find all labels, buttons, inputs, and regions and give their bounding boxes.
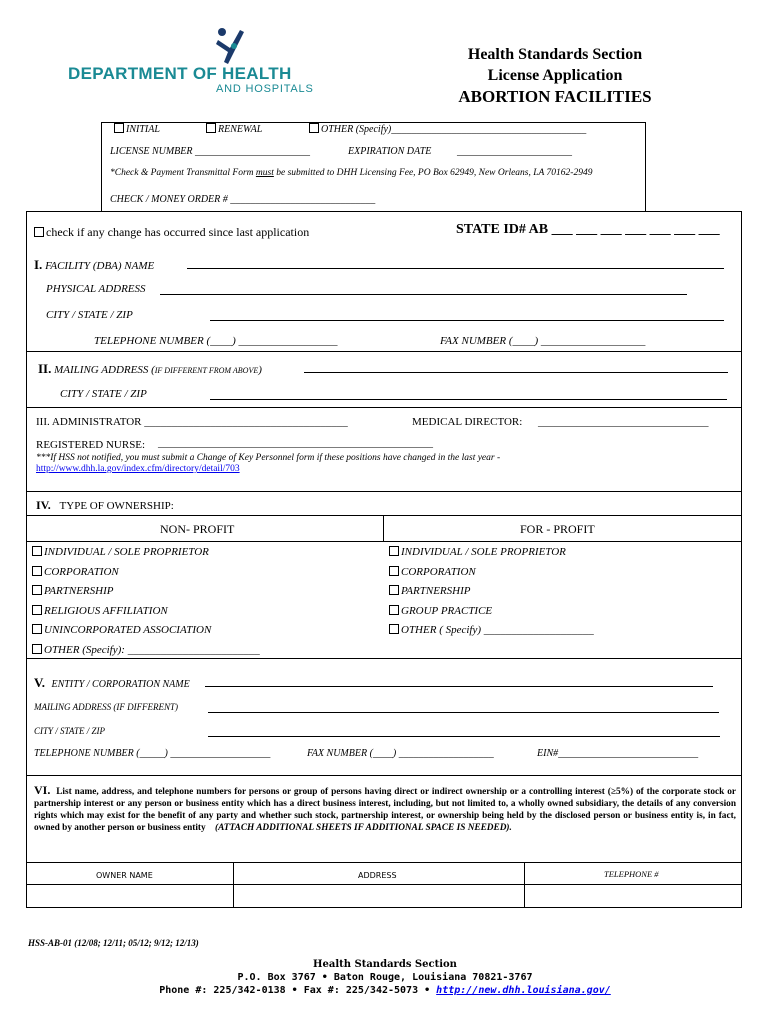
registered-nurse-field[interactable]: __________________________________________________ <box>158 437 433 449</box>
section-ii-numeral: II. <box>38 361 52 376</box>
facility-name-label: FACILITY (DBA) NAME <box>45 260 155 272</box>
entity-name-line[interactable] <box>205 686 713 687</box>
np-unincorporated-option[interactable]: UNINCORPORATED ASSOCIATION <box>32 621 260 641</box>
entity-city-label: CITY / STATE / ZIP <box>34 726 106 736</box>
change-checkbox[interactable] <box>34 227 44 237</box>
medical-director-field[interactable]: _______________________________ <box>538 416 709 428</box>
dhh-logo <box>66 26 326 101</box>
medical-director-label: MEDICAL DIRECTOR: <box>412 416 523 428</box>
key-personnel-link[interactable]: http://www.dhh.la.gov/index.cfm/directory/detail/703 <box>36 464 240 474</box>
logo-line2: AND HOSPITALS <box>216 83 314 95</box>
section-v-numeral: V. <box>34 675 45 690</box>
fax-field[interactable]: FAX NUMBER (____) ___________________ <box>440 335 646 347</box>
footer-address: P.O. Box 3767 • Baton Rouge, Louisiana 70821-3767 <box>237 972 533 983</box>
registered-nurse-label: REGISTERED NURSE: <box>36 439 146 451</box>
expiration-date-field[interactable]: _______________________ <box>457 146 572 157</box>
page-title: ABORTION FACILITIES <box>458 87 652 106</box>
license-number-field[interactable]: LICENSE NUMBER _______________________ <box>110 146 310 157</box>
telephone-header: TELEPHONE # <box>604 869 659 879</box>
fp-other-option[interactable]: OTHER ( Specify) ____________________ <box>389 621 594 641</box>
entity-ein-field[interactable]: EIN#____________________________ <box>537 748 699 759</box>
entity-city-line[interactable] <box>208 736 720 737</box>
facility-name-line[interactable] <box>187 268 724 269</box>
change-label: check if any change has occurred since last application <box>46 225 310 239</box>
state-id-field[interactable]: STATE ID# AB ___ ___ ___ ___ ___ ___ ___ <box>456 222 720 237</box>
table-row[interactable] <box>27 885 741 907</box>
mailing-address-line[interactable] <box>304 372 728 373</box>
administrator-field[interactable]: III. ADMINISTRATOR _____________________________________ <box>36 416 348 428</box>
key-personnel-note: ***If HSS not notified, you must submit a Change of Key Personnel form if these positions have changed in the last year - <box>36 453 501 463</box>
fp-partnership-option[interactable]: PARTNERSHIP <box>389 582 594 602</box>
forprofit-header: FOR - PROFIT <box>520 522 595 536</box>
owner-name-header: OWNER NAME <box>96 871 153 880</box>
mailing-address-label: MAILING ADDRESS (IF DIFFERENT FROM ABOVE) <box>54 364 262 376</box>
np-religious-option[interactable]: RELIGIOUS AFFILIATION <box>32 602 260 622</box>
address-header: ADDRESS <box>358 871 397 880</box>
ownership-title: TYPE OF OWNERSHIP: <box>59 500 174 512</box>
entity-mailing-line[interactable] <box>208 712 719 713</box>
logo-line1: DEPARTMENT OF HEALTH <box>68 64 292 83</box>
other-checkbox[interactable] <box>309 123 319 133</box>
entity-fax-field[interactable]: FAX NUMBER (____) ___________________ <box>307 748 494 759</box>
check-money-order-field[interactable]: CHECK / MONEY ORDER # _____________________________ <box>110 194 376 205</box>
city-state-zip-label: CITY / STATE / ZIP <box>46 309 133 321</box>
city-state-zip-line[interactable] <box>210 320 724 321</box>
fp-group-practice-option[interactable]: GROUP PRACTICE <box>389 602 594 622</box>
physical-address-label: PHYSICAL ADDRESS <box>46 283 146 295</box>
renewal-checkbox[interactable] <box>206 123 216 133</box>
header-section: Health Standards Section <box>467 46 643 63</box>
nonprofit-header: NON- PROFIT <box>160 522 235 536</box>
header-license: License Application <box>487 67 623 84</box>
entity-mailing-label: MAILING ADDRESS (IF DIFFERENT) <box>34 702 179 712</box>
fp-corporation-option[interactable]: CORPORATION <box>389 563 594 583</box>
footer-section: Health Standards Section <box>313 959 457 970</box>
footer-website-link[interactable]: http://new.dhh.louisiana.gov/ <box>436 985 611 996</box>
mailing-city-label: CITY / STATE / ZIP <box>60 388 147 400</box>
telephone-field[interactable]: TELEPHONE NUMBER (____) __________________ <box>94 335 338 347</box>
other-label: OTHER (Specify)_______________________________________ <box>321 124 587 135</box>
fee-note: *Check & Payment Transmittal Form must be submitted to DHH Licensing Fee, PO Box 62949, New Orleans, LA 70162-2949 <box>110 168 593 178</box>
physical-address-line[interactable] <box>160 294 687 295</box>
entity-telephone-field[interactable]: TELEPHONE NUMBER (_____) ____________________ <box>34 748 271 759</box>
mailing-city-line[interactable] <box>210 399 727 400</box>
ownership-instructions: VI. List name, address, and telephone numbers for persons or group of persons having direct or indirect ownership or a controlling interest (≥5%) of the corporate stock or partnership interest or any person or business entity which has a direct business interest, including, but not limited to, a wholly owned subsidiary, the details of any conversion rights which may exist for the benefit of any party and whether such stock, partnership interest, or ownership being held by the disclosed person or business entity is, in fact, owned by another person or business entity (ATTACH ADDITIONAL SHEETS IF ADDITIONAL SPACE IS NEEDED). <box>34 783 737 833</box>
fp-individual-option[interactable]: INDIVIDUAL / SOLE PROPRIETOR <box>389 543 594 563</box>
initial-label: INITIAL <box>126 124 160 135</box>
np-individual-option[interactable]: INDIVIDUAL / SOLE PROPRIETOR <box>32 543 260 563</box>
np-partnership-option[interactable]: PARTNERSHIP <box>32 582 260 602</box>
expiration-date-label: EXPIRATION DATE <box>348 146 432 157</box>
person-figure-icon <box>214 26 246 66</box>
section-i-numeral: I. <box>34 257 43 272</box>
renewal-label: RENEWAL <box>218 124 263 135</box>
np-corporation-option[interactable]: CORPORATION <box>32 563 260 583</box>
initial-checkbox[interactable] <box>114 123 124 133</box>
entity-name-label: ENTITY / CORPORATION NAME <box>51 679 190 690</box>
footer-contact: Phone #: 225/342-0138 • Fax #: 225/342-5073 • http://new.dhh.louisiana.gov/ <box>159 985 611 996</box>
form-id: HSS-AB-01 (12/08; 12/11; 05/12; 9/12; 12/13) <box>28 938 199 948</box>
section-iv-numeral: IV. <box>36 498 51 512</box>
np-other-option[interactable]: OTHER (Specify): ________________________ <box>32 641 260 661</box>
